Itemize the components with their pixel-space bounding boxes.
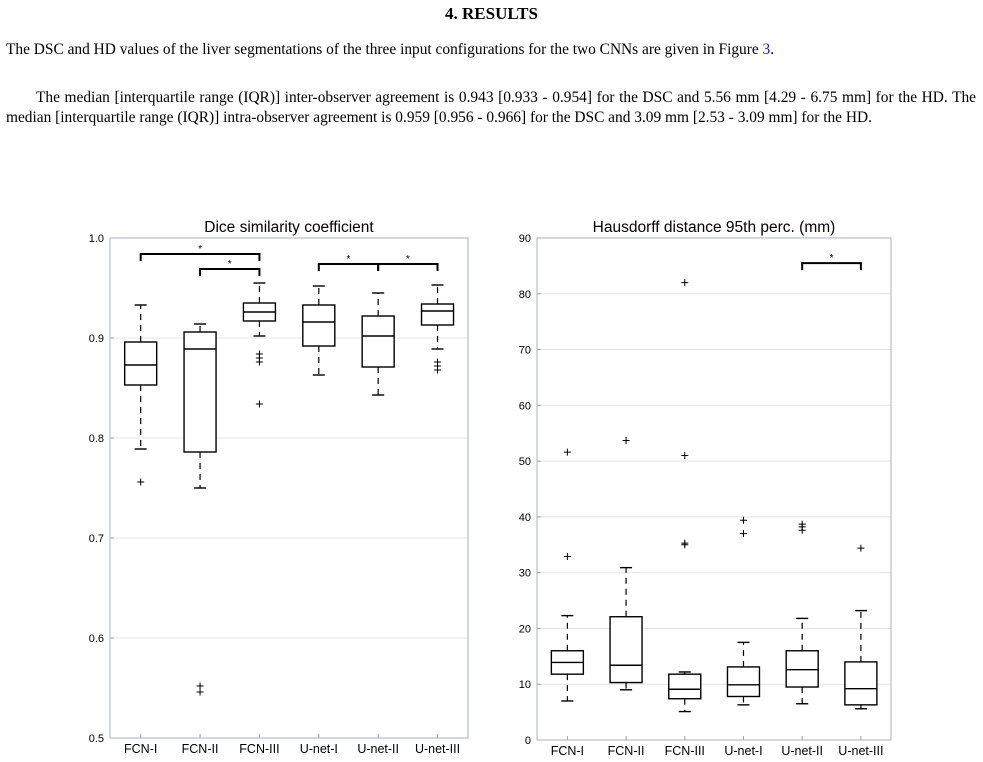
chart-panel-1 (89, 219, 468, 756)
y-tick-label: 80 (518, 288, 531, 301)
y-tick-label: 60 (518, 400, 531, 413)
section-heading: 4. RESULTS (445, 4, 538, 23)
plot-area (110, 238, 468, 738)
iqr-box (303, 305, 335, 346)
figure-reference-link[interactable]: 3 (762, 41, 771, 58)
x-tick-label: U-net-I (724, 744, 763, 758)
x-tick-label: U-net-III (838, 744, 884, 758)
x-tick-label: FCN-II (181, 742, 219, 756)
y-tick-label: 70 (518, 344, 531, 357)
iqr-box (125, 342, 157, 385)
x-tick-label: FCN-I (550, 744, 585, 758)
x-tick-label: U-net-II (781, 744, 824, 758)
significance-label: * (829, 253, 834, 265)
y-tick-label: 10 (518, 679, 531, 692)
iqr-box (610, 617, 642, 683)
x-tick-label: U-net-II (357, 742, 400, 756)
y-tick-label: 0.9 (88, 333, 104, 345)
chart-panel-2 (519, 219, 891, 758)
iqr-box (669, 674, 701, 699)
y-tick-label: 30 (518, 567, 531, 580)
paragraph-2: The median [interquartile range (IQR)] inter-observer agreement is 0.943 [0.933 - 0.954] for the DSC and 5.56 mm [4.29 - 6.75 mm] for the HD. The median [interquartile range (IQR)] intra-observer agreement is 0.959 [0.956 - 0.966] for the DSC and 3.09 mm [2.53 - 3.09 mm] for the HD. (6, 89, 976, 126)
iqr-box (845, 662, 877, 705)
y-tick-label: 20 (518, 623, 531, 636)
iqr-box (362, 316, 394, 367)
y-tick-label: 90 (518, 233, 531, 245)
chart-title: Dice similarity coefficient (204, 219, 374, 236)
iqr-box (422, 304, 454, 325)
y-tick-label: 0.6 (88, 633, 104, 645)
x-tick-label: FCN-III (239, 742, 280, 756)
plot-area (537, 238, 891, 740)
x-tick-label: FCN-II (607, 744, 645, 758)
x-tick-label: U-net-I (299, 742, 338, 756)
significance-label: * (405, 254, 410, 265)
y-tick-label: 50 (518, 456, 531, 469)
iqr-box (184, 332, 216, 452)
chart-title: Hausdorff distance 95th perc. (mm) (592, 219, 836, 236)
y-tick-label: 0.8 (88, 433, 104, 445)
significance-label: * (227, 259, 232, 270)
x-tick-label: FCN-III (664, 744, 705, 758)
y-tick-label: 1.0 (88, 233, 104, 245)
y-tick-label: 0 (524, 735, 531, 747)
paragraph-1-text: The DSC and HD values of the liver segmentations of the three input configurations for the two CNNs are given in Figure (6, 41, 763, 58)
significance-label: * (346, 254, 351, 265)
iqr-box (727, 667, 759, 697)
y-tick-label: 40 (518, 511, 531, 524)
paragraph-1-end: . (770, 41, 775, 58)
x-tick-label: FCN-I (124, 742, 158, 756)
y-tick-label: 0.7 (88, 533, 104, 545)
y-tick-label: 0.5 (88, 733, 104, 745)
significance-label: * (198, 244, 203, 255)
iqr-box (786, 651, 818, 687)
x-tick-label: U-net-III (414, 742, 461, 756)
